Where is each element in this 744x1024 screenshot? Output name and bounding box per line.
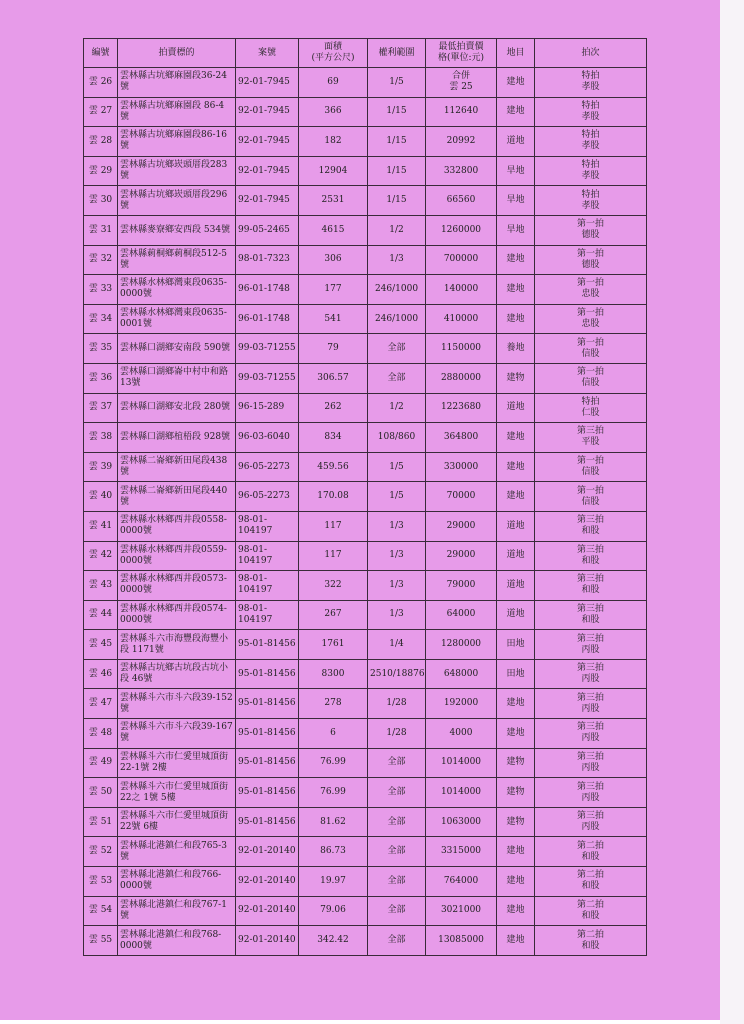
table-row	[84, 867, 647, 897]
cell-land: 旱地	[497, 156, 535, 186]
cell-land: 建地	[497, 452, 535, 482]
cell-right: 246/1000	[368, 304, 426, 334]
table-row	[84, 334, 647, 364]
cell-price: 29000	[426, 511, 497, 541]
cell-area: 79.06	[299, 896, 368, 926]
cell-right: 246/1000	[368, 275, 426, 305]
cell-target: 雲林縣古坑鄉麻園段 86-4號	[118, 97, 236, 127]
cell-right: 2510/18876	[368, 659, 426, 689]
cell-right: 1/5	[368, 452, 426, 482]
cell-area: 1761	[299, 630, 368, 660]
cell-land: 建地	[497, 423, 535, 453]
cell-target: 雲林縣古坑鄉崁頭厝段296號	[118, 186, 236, 216]
table-row	[84, 896, 647, 926]
cell-area: 177	[299, 275, 368, 305]
cell-right: 全部	[368, 837, 426, 867]
cell-target: 雲林縣北港鎮仁和段768-0000號	[118, 926, 236, 956]
cell-target: 雲林縣古坑鄉崁頭厝段283號	[118, 156, 236, 186]
cell-lot: 特拍 仁股	[535, 393, 647, 423]
table-row	[84, 659, 647, 689]
cell-land: 建地	[497, 68, 535, 98]
cell-price: 1014000	[426, 778, 497, 808]
table-row	[84, 600, 647, 630]
cell-lot: 特拍 孝股	[535, 156, 647, 186]
cell-area: 541	[299, 304, 368, 334]
cell-land: 建地	[497, 482, 535, 512]
cell-land: 道地	[497, 571, 535, 601]
cell-area: 117	[299, 541, 368, 571]
cell-target: 雲林縣麥寮鄉安西段 534號	[118, 215, 236, 245]
table-row	[84, 245, 647, 275]
table-row	[84, 807, 647, 837]
cell-right: 全部	[368, 363, 426, 393]
cell-land: 建地	[497, 867, 535, 897]
header-case: 案號	[236, 39, 299, 68]
cell-price: 20992	[426, 127, 497, 157]
cell-lot: 第三拍 丙股	[535, 748, 647, 778]
cell-area: 81.62	[299, 807, 368, 837]
cell-area: 306	[299, 245, 368, 275]
cell-target: 雲林縣水林鄉灣東段0635-0001號	[118, 304, 236, 334]
cell-lot: 特拍 孝股	[535, 127, 647, 157]
cell-case: 96-03-6040	[236, 423, 299, 453]
cell-lot: 第二拍 和股	[535, 837, 647, 867]
cell-case: 98-01-104197	[236, 571, 299, 601]
cell-case: 95-01-81456	[236, 719, 299, 749]
header-row	[84, 39, 647, 68]
cell-price: 4000	[426, 719, 497, 749]
cell-lot: 第一拍 信股	[535, 482, 647, 512]
cell-target: 雲林縣斗六市仁愛里城頂街 22號 6樓	[118, 807, 236, 837]
cell-target: 雲林縣水林鄉西井段0574-0000號	[118, 600, 236, 630]
cell-target: 雲林縣北港鎮仁和段766-0000號	[118, 867, 236, 897]
cell-no: 雲 30	[84, 186, 118, 216]
cell-lot: 特拍 孝股	[535, 97, 647, 127]
cell-target: 雲林縣古坑鄉古坑段古坑小段 46號	[118, 659, 236, 689]
table-row	[84, 689, 647, 719]
cell-area: 342.42	[299, 926, 368, 956]
cell-right: 全部	[368, 334, 426, 364]
cell-target: 雲林縣口湖鄉崙中村中和路 13號	[118, 363, 236, 393]
cell-land: 建地	[497, 926, 535, 956]
table-row	[84, 423, 647, 453]
table-row	[84, 630, 647, 660]
cell-no: 雲 31	[84, 215, 118, 245]
table-row	[84, 719, 647, 749]
cell-land: 建物	[497, 363, 535, 393]
cell-area: 262	[299, 393, 368, 423]
cell-target: 雲林縣水林鄉西井段0573-0000號	[118, 571, 236, 601]
cell-case: 96-15-289	[236, 393, 299, 423]
cell-land: 田地	[497, 630, 535, 660]
table-row	[84, 748, 647, 778]
cell-lot: 特拍 孝股	[535, 186, 647, 216]
cell-target: 雲林縣水林鄉西井段0559-0000號	[118, 541, 236, 571]
cell-no: 雲 27	[84, 97, 118, 127]
cell-land: 建物	[497, 807, 535, 837]
cell-right: 1/2	[368, 215, 426, 245]
cell-lot: 第三拍 丙股	[535, 659, 647, 689]
table-row	[84, 127, 647, 157]
cell-case: 98-01-104197	[236, 541, 299, 571]
cell-price: 66560	[426, 186, 497, 216]
header-target: 拍賣標的	[118, 39, 236, 68]
cell-price: 1280000	[426, 630, 497, 660]
cell-price: 140000	[426, 275, 497, 305]
cell-target: 雲林縣斗六市斗六段39-167號	[118, 719, 236, 749]
cell-lot: 第三拍 平股	[535, 423, 647, 453]
cell-no: 雲 36	[84, 363, 118, 393]
cell-no: 雲 40	[84, 482, 118, 512]
cell-right: 1/2	[368, 393, 426, 423]
cell-right: 全部	[368, 867, 426, 897]
cell-price: 764000	[426, 867, 497, 897]
cell-target: 雲林縣二崙鄉新田尾段440號	[118, 482, 236, 512]
cell-no: 雲 35	[84, 334, 118, 364]
header-land: 地目	[497, 39, 535, 68]
cell-lot: 第三拍 丙股	[535, 807, 647, 837]
table-row	[84, 541, 647, 571]
cell-no: 雲 34	[84, 304, 118, 334]
scan-edge	[720, 0, 744, 1024]
cell-no: 雲 39	[84, 452, 118, 482]
cell-area: 19.97	[299, 867, 368, 897]
cell-no: 雲 49	[84, 748, 118, 778]
cell-land: 道地	[497, 600, 535, 630]
cell-right: 全部	[368, 748, 426, 778]
table-row	[84, 275, 647, 305]
cell-target: 雲林縣古坑鄉麻園段86-16號	[118, 127, 236, 157]
cell-area: 8300	[299, 659, 368, 689]
cell-lot: 第二拍 和股	[535, 867, 647, 897]
cell-target: 雲林縣水林鄉西井段0558-0000號	[118, 511, 236, 541]
cell-land: 養地	[497, 334, 535, 364]
cell-no: 雲 46	[84, 659, 118, 689]
cell-right: 1/5	[368, 482, 426, 512]
cell-case: 95-01-81456	[236, 659, 299, 689]
cell-no: 雲 41	[84, 511, 118, 541]
cell-price: 13085000	[426, 926, 497, 956]
cell-land: 田地	[497, 659, 535, 689]
cell-land: 建地	[497, 97, 535, 127]
cell-price: 330000	[426, 452, 497, 482]
cell-case: 92-01-7945	[236, 156, 299, 186]
cell-no: 雲 38	[84, 423, 118, 453]
cell-price: 1014000	[426, 748, 497, 778]
cell-case: 95-01-81456	[236, 748, 299, 778]
cell-land: 旱地	[497, 186, 535, 216]
cell-area: 76.99	[299, 778, 368, 808]
cell-case: 92-01-7945	[236, 97, 299, 127]
cell-right: 全部	[368, 926, 426, 956]
table-row	[84, 97, 647, 127]
cell-right: 1/3	[368, 600, 426, 630]
table-row	[84, 304, 647, 334]
cell-lot: 第一拍 忠股	[535, 304, 647, 334]
cell-case: 95-01-81456	[236, 630, 299, 660]
cell-lot: 第三拍 和股	[535, 571, 647, 601]
cell-lot: 第一拍 忠股	[535, 275, 647, 305]
cell-price: 70000	[426, 482, 497, 512]
cell-price: 1063000	[426, 807, 497, 837]
auction-table	[83, 38, 647, 956]
cell-price: 364800	[426, 423, 497, 453]
cell-target: 雲林縣口湖鄉安南段 590號	[118, 334, 236, 364]
table-row	[84, 156, 647, 186]
cell-area: 86.73	[299, 837, 368, 867]
cell-land: 建地	[497, 719, 535, 749]
table-row	[84, 837, 647, 867]
cell-right: 全部	[368, 807, 426, 837]
cell-price: 3021000	[426, 896, 497, 926]
cell-area: 459.56	[299, 452, 368, 482]
cell-no: 雲 52	[84, 837, 118, 867]
cell-target: 雲林縣口湖鄉安北段 280號	[118, 393, 236, 423]
cell-right: 1/3	[368, 511, 426, 541]
cell-area: 2531	[299, 186, 368, 216]
cell-lot: 第三拍 丙股	[535, 689, 647, 719]
cell-lot: 第三拍 丙股	[535, 778, 647, 808]
cell-target: 雲林縣口湖鄉椬梧段 928號	[118, 423, 236, 453]
table-row	[84, 511, 647, 541]
cell-land: 建地	[497, 275, 535, 305]
cell-right: 1/3	[368, 541, 426, 571]
cell-area: 322	[299, 571, 368, 601]
cell-land: 建物	[497, 778, 535, 808]
cell-price: 2880000	[426, 363, 497, 393]
cell-no: 雲 53	[84, 867, 118, 897]
table-row	[84, 482, 647, 512]
cell-no: 雲 33	[84, 275, 118, 305]
cell-case: 96-05-2273	[236, 482, 299, 512]
cell-no: 雲 54	[84, 896, 118, 926]
cell-land: 旱地	[497, 215, 535, 245]
cell-target: 雲林縣斗六市仁愛里城頂街 22之 1號 5樓	[118, 778, 236, 808]
cell-no: 雲 26	[84, 68, 118, 98]
cell-land: 建地	[497, 245, 535, 275]
table-row	[84, 778, 647, 808]
cell-lot: 第三拍 丙股	[535, 630, 647, 660]
cell-case: 92-01-20140	[236, 926, 299, 956]
cell-no: 雲 29	[84, 156, 118, 186]
cell-land: 建地	[497, 689, 535, 719]
cell-lot: 第三拍 和股	[535, 511, 647, 541]
cell-case: 92-01-7945	[236, 68, 299, 98]
cell-land: 建物	[497, 748, 535, 778]
cell-no: 雲 42	[84, 541, 118, 571]
cell-price: 112640	[426, 97, 497, 127]
cell-area: 4615	[299, 215, 368, 245]
cell-no: 雲 51	[84, 807, 118, 837]
cell-price: 192000	[426, 689, 497, 719]
cell-right: 1/15	[368, 156, 426, 186]
cell-case: 98-01-104197	[236, 511, 299, 541]
cell-no: 雲 44	[84, 600, 118, 630]
cell-right: 1/5	[368, 68, 426, 98]
cell-lot: 第三拍 和股	[535, 600, 647, 630]
cell-case: 92-01-7945	[236, 186, 299, 216]
cell-land: 道地	[497, 541, 535, 571]
cell-right: 1/28	[368, 719, 426, 749]
cell-area: 278	[299, 689, 368, 719]
cell-area: 12904	[299, 156, 368, 186]
cell-target: 雲林縣古坑鄉麻園段36-24號	[118, 68, 236, 98]
cell-area: 267	[299, 600, 368, 630]
cell-no: 雲 47	[84, 689, 118, 719]
cell-target: 雲林縣斗六市海豐段海豐小段 1171號	[118, 630, 236, 660]
cell-case: 98-01-104197	[236, 600, 299, 630]
cell-lot: 第一拍 信股	[535, 363, 647, 393]
cell-lot: 第一拍 德股	[535, 215, 647, 245]
cell-target: 雲林縣水林鄉灣東段0635-0000號	[118, 275, 236, 305]
cell-case: 92-01-20140	[236, 896, 299, 926]
cell-area: 69	[299, 68, 368, 98]
header-area: 面積 (平方公尺)	[299, 39, 368, 68]
cell-case: 99-03-71255	[236, 334, 299, 364]
cell-case: 99-03-71255	[236, 363, 299, 393]
header-no: 編號	[84, 39, 118, 68]
cell-case: 95-01-81456	[236, 689, 299, 719]
cell-no: 雲 32	[84, 245, 118, 275]
cell-case: 92-01-20140	[236, 837, 299, 867]
cell-area: 117	[299, 511, 368, 541]
cell-target: 雲林縣北港鎮仁和段765-3號	[118, 837, 236, 867]
cell-right: 1/3	[368, 571, 426, 601]
cell-no: 雲 28	[84, 127, 118, 157]
cell-case: 99-05-2465	[236, 215, 299, 245]
cell-right: 1/15	[368, 127, 426, 157]
cell-target: 雲林縣二崙鄉新田尾段438號	[118, 452, 236, 482]
cell-lot: 第一拍 信股	[535, 334, 647, 364]
cell-lot: 第一拍 信股	[535, 452, 647, 482]
cell-area: 79	[299, 334, 368, 364]
cell-case: 96-01-1748	[236, 275, 299, 305]
cell-no: 雲 43	[84, 571, 118, 601]
cell-right: 1/4	[368, 630, 426, 660]
table-row	[84, 186, 647, 216]
cell-area: 366	[299, 97, 368, 127]
cell-target: 雲林縣莿桐鄉莿桐段512-5號	[118, 245, 236, 275]
cell-land: 建地	[497, 837, 535, 867]
cell-target: 雲林縣斗六市仁愛里城頂街 22-1號 2樓	[118, 748, 236, 778]
cell-area: 170.08	[299, 482, 368, 512]
cell-right: 108/860	[368, 423, 426, 453]
cell-lot: 第二拍 和股	[535, 896, 647, 926]
cell-case: 98-01-7323	[236, 245, 299, 275]
cell-price: 410000	[426, 304, 497, 334]
cell-price: 332800	[426, 156, 497, 186]
cell-target: 雲林縣北港鎮仁和段767-1號	[118, 896, 236, 926]
cell-area: 6	[299, 719, 368, 749]
cell-no: 雲 50	[84, 778, 118, 808]
table-row	[84, 363, 647, 393]
cell-land: 道地	[497, 127, 535, 157]
cell-lot: 第一拍 德股	[535, 245, 647, 275]
cell-no: 雲 45	[84, 630, 118, 660]
cell-area: 182	[299, 127, 368, 157]
cell-lot: 特拍 孝股	[535, 68, 647, 98]
table-row	[84, 215, 647, 245]
cell-price: 1260000	[426, 215, 497, 245]
cell-right: 全部	[368, 778, 426, 808]
cell-right: 全部	[368, 896, 426, 926]
cell-price: 1223680	[426, 393, 497, 423]
table-row	[84, 452, 647, 482]
cell-case: 92-01-7945	[236, 127, 299, 157]
header-right: 權利範圍	[368, 39, 426, 68]
cell-case: 92-01-20140	[236, 867, 299, 897]
cell-lot: 第二拍 和股	[535, 926, 647, 956]
cell-right: 1/28	[368, 689, 426, 719]
table-row	[84, 393, 647, 423]
table-row	[84, 926, 647, 956]
cell-price: 648000	[426, 659, 497, 689]
cell-lot: 第三拍 和股	[535, 541, 647, 571]
cell-target: 雲林縣斗六市斗六段39-152號	[118, 689, 236, 719]
cell-price: 29000	[426, 541, 497, 571]
cell-land: 建地	[497, 304, 535, 334]
table-row	[84, 68, 647, 98]
cell-case: 95-01-81456	[236, 807, 299, 837]
cell-right: 1/3	[368, 245, 426, 275]
cell-land: 建地	[497, 896, 535, 926]
cell-right: 1/15	[368, 186, 426, 216]
cell-case: 96-01-1748	[236, 304, 299, 334]
header-price: 最低拍賣價 格(單位:元)	[426, 39, 497, 68]
cell-price: 1150000	[426, 334, 497, 364]
cell-area: 76.99	[299, 748, 368, 778]
cell-land: 道地	[497, 393, 535, 423]
cell-no: 雲 55	[84, 926, 118, 956]
header-lot: 拍次	[535, 39, 647, 68]
cell-right: 1/15	[368, 97, 426, 127]
cell-no: 雲 48	[84, 719, 118, 749]
cell-lot: 第三拍 丙股	[535, 719, 647, 749]
cell-case: 96-05-2273	[236, 452, 299, 482]
cell-land: 道地	[497, 511, 535, 541]
cell-price: 700000	[426, 245, 497, 275]
cell-price: 3315000	[426, 837, 497, 867]
cell-area: 834	[299, 423, 368, 453]
cell-price: 79000	[426, 571, 497, 601]
table-row	[84, 571, 647, 601]
cell-case: 95-01-81456	[236, 778, 299, 808]
cell-area: 306.57	[299, 363, 368, 393]
cell-price: 64000	[426, 600, 497, 630]
cell-no: 雲 37	[84, 393, 118, 423]
cell-price: 合併 雲 25	[426, 68, 497, 98]
